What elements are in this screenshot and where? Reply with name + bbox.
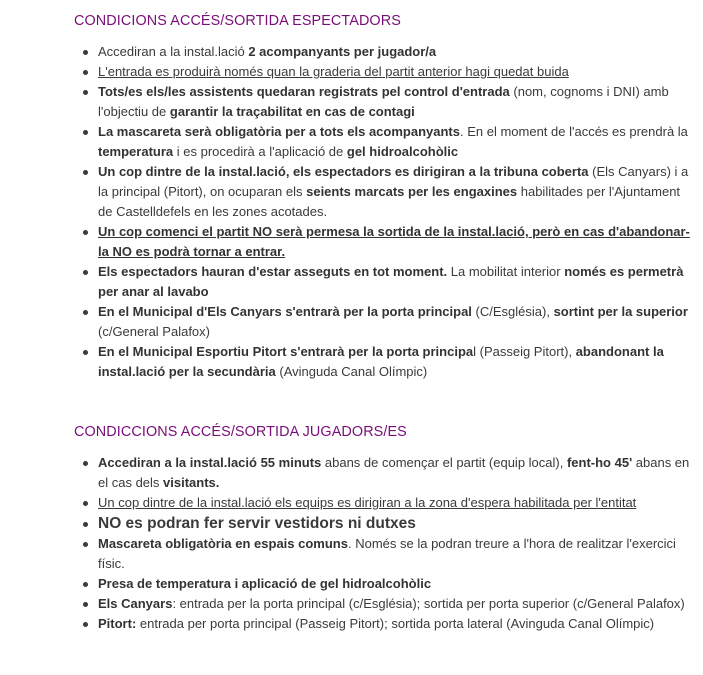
list-item xyxy=(80,262,692,302)
bold-text: En el Municipal d'Els Canyars s'entrarà per la porta principal xyxy=(98,304,472,319)
list-item xyxy=(80,614,692,634)
list-item xyxy=(80,62,692,82)
item-text: : entrada per la porta principal (c/Església); sortida per porta superior (c/General Palafox) xyxy=(172,596,685,611)
item-text: La mobilitat interior xyxy=(447,264,565,279)
bold-text: abandonant la instal.lació per la secundària xyxy=(98,344,664,379)
players-heading: CONDICCIONS ACCÉS/SORTIDA JUGADORS/ES xyxy=(74,424,407,440)
list-item xyxy=(80,594,692,614)
item-text: (C/Església), xyxy=(471,304,554,319)
spectators-heading: CONDICIONS ACCÉS/SORTIDA ESPECTADORS xyxy=(74,13,401,29)
underline: Un cop comenci el partit NO serà permesa la sortida de la instal.lació, però en cas d'abandonar-la NO es podrà tornar a entrar. xyxy=(98,224,690,259)
bold-text: garantir la traçabilitat en cas de contagi xyxy=(169,104,415,119)
bold-text: Tots/es els/les assistents quedaran registrats pel control d'entrada xyxy=(98,84,510,99)
item-text: abans de començar el partit (equip local), xyxy=(321,455,567,470)
item-text: (nom, cognoms i DNI) amb l'objectiu de xyxy=(98,84,669,119)
list-item xyxy=(80,574,692,594)
bold-text: 2 acompanyants per jugador/a xyxy=(248,44,437,59)
list-item xyxy=(80,162,692,222)
bold-text: Presa de temperatura i aplicació de gel hidroalcohòlic xyxy=(98,576,432,591)
spectators-conditions-list xyxy=(80,42,692,382)
item-text: . En el moment de l'accés es prendrà la xyxy=(459,124,688,139)
item-text: Accediran a la instal.lació xyxy=(98,44,249,59)
list-item xyxy=(80,513,692,534)
item-text: . Només se la podran treure a l'hora de realitzar l'exercici físic. xyxy=(98,536,676,571)
item-text: l (Passeig Pitort), xyxy=(473,344,576,359)
list-item xyxy=(80,302,692,342)
item-text: entrada per porta principal (Passeig Pitort); sortida porta lateral (Avinguda Canal Olímpic) xyxy=(136,616,655,631)
bold-text: Els Canyars xyxy=(98,596,173,611)
bold-text: fent-ho 45' xyxy=(566,455,633,470)
bold-text: En el Municipal Esportiu Pitort s'entrarà per la porta principa xyxy=(98,344,474,359)
bold-text: seients marcats per les engaxines xyxy=(306,184,518,199)
item-text: habilitades per l'Ajuntament de Castelldefels en les zones acotades. xyxy=(98,184,681,219)
item-text: (c/General Palafox) xyxy=(98,324,210,339)
list-item xyxy=(80,534,692,574)
item-text: NO es podran fer servir vestidors ni dutxes xyxy=(98,515,416,532)
item-text: (Els Canyars) i a la principal (Pitort), on ocuparan els xyxy=(98,164,689,199)
list-item xyxy=(80,122,692,162)
bold-text: temperatura xyxy=(98,144,174,159)
bold-text: gel hidroalcohòlic xyxy=(346,144,459,159)
list-item xyxy=(80,453,692,493)
bold-text: només es permetrà per anar al lavabo xyxy=(98,264,684,299)
item-text: abans en el cas dels xyxy=(98,455,690,490)
list-item xyxy=(80,222,692,262)
list-item xyxy=(80,493,692,513)
bold-text: sortint per la superior xyxy=(553,304,688,319)
bold-text: Mascareta obligatòria en espais comuns xyxy=(98,536,348,551)
underlined-text xyxy=(98,224,690,259)
bold-text: La mascareta serà obligatòria per a tots els acompanyants xyxy=(98,124,460,139)
list-item xyxy=(80,82,692,122)
underlined-text xyxy=(98,64,569,79)
bold-text: Els espectadors hauran d'estar asseguts en tot moment. xyxy=(98,264,448,279)
players-conditions-list xyxy=(80,453,692,634)
underline: Un cop dintre de la instal.lació els equips es dirigiran a la zona d'espera habilitada per l'entitat xyxy=(98,495,637,510)
item-text: i es procedirà a l'aplicació de xyxy=(173,144,347,159)
bold-text: Pitort: xyxy=(98,616,137,631)
bold-text: Un cop dintre de la instal.lació, els espectadors es dirigiran a la tribuna coberta xyxy=(98,164,589,179)
bold-text: Accediran a la instal.lació 55 minuts xyxy=(98,455,322,470)
list-item xyxy=(80,42,692,62)
underlined-text xyxy=(98,495,636,510)
list-item xyxy=(80,342,692,382)
bold-text: visitants. xyxy=(163,475,220,490)
item-text: (Avinguda Canal Olímpic) xyxy=(275,364,428,379)
underline: L'entrada es produirà només quan la graderia del partit anterior hagi quedat buida xyxy=(98,64,569,79)
